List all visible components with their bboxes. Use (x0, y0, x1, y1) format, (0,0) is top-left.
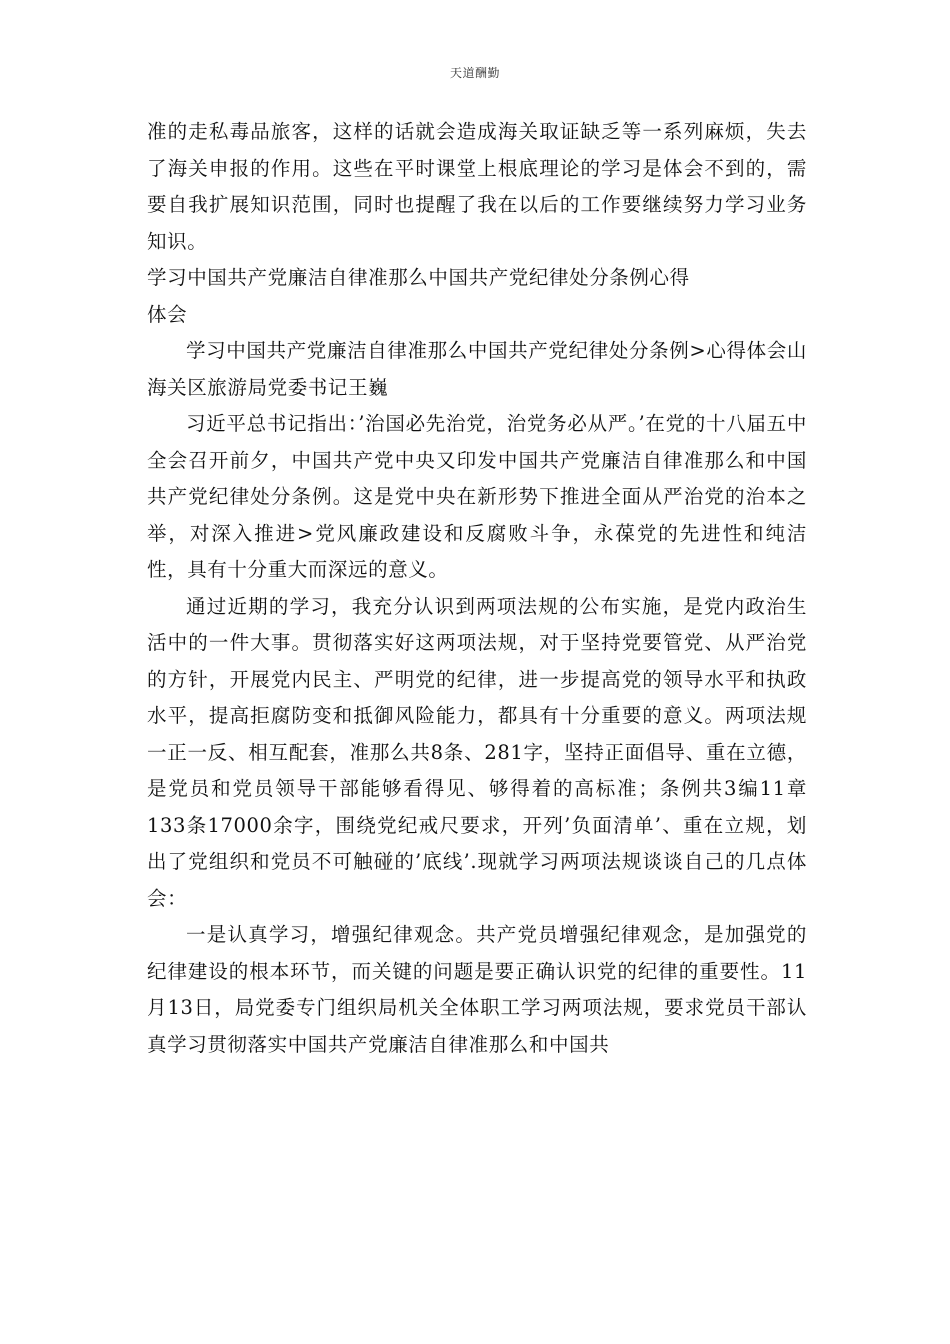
paragraph-3: 一是认真学习，增强纪律观念。共产党员增强纪律观念，是加强党的纪律建设的根本环节，而关键的问题是要正确认识党的纪律的重要性。11月13日，局党委专门组织局机关全体职工学习两项法规，要求党员干部认真学习贯彻落实中国共产党廉洁自律准那么和中国共 (147, 923, 807, 1056)
document-body (147, 114, 807, 1063)
paragraph-1: 习近平总书记指出：’治国必先治党，治党务必从严。’在党的十八届五中全会召开前夕，中国共产党中央又印发中国共产党廉洁自律准那么和中国共产党纪律处分条例。这是党中央在新形势下推进全面从严治党的治本之举，对深入推进>党风廉政建设和反腐败斗争，永葆党的先进性和纯洁性，具有十分重大而深远的意义。 (147, 412, 807, 581)
article-title-line-2: 体会 (147, 302, 188, 326)
article-byline: 学习中国共产党廉洁自律准那么中国共产党纪律处分条例>心得体会山海关区旅游局党委书记王巍 (147, 339, 807, 399)
page-header: 天道酬勤 (449, 66, 500, 80)
paragraph-continued: 准的走私毒品旅客，这样的话就会造成海关取证缺乏等一系列麻烦，失去了海关申报的作用。这些在平时课堂上根底理论的学习是体会不到的，需要自我扩展知识范围，同时也提醒了我在以后的工作要继续努力学习业务知识。 (147, 120, 807, 253)
article-title-line-1: 学习中国共产党廉洁自律准那么中国共产党纪律处分条例心得 (147, 266, 690, 289)
paragraph-2: 通过近期的学习，我充分认识到两项法规的公布实施，是党内政治生活中的一件大事。贯彻落实好这两项法规，对于坚持党要管党、从严治党的方针，开展党内民主、严明党的纪律，进一步提高党的领导水平和执政水平，提高拒腐防变和抵御风险能力，都具有十分重要的意义。两项法规一正一反、相互配套，准那么共8条、281字，坚持正面倡导、重在立德，是党员和党员领导干部能够看得见、够得着的高标准；条例共3编11章133条17000余字，围绕党纪戒尺要求，开列’负面清单’、重在立规，划出了党组织和党员不可触碰的’底线’.现就学习两项法规谈谈自己的几点体会： (147, 594, 807, 910)
